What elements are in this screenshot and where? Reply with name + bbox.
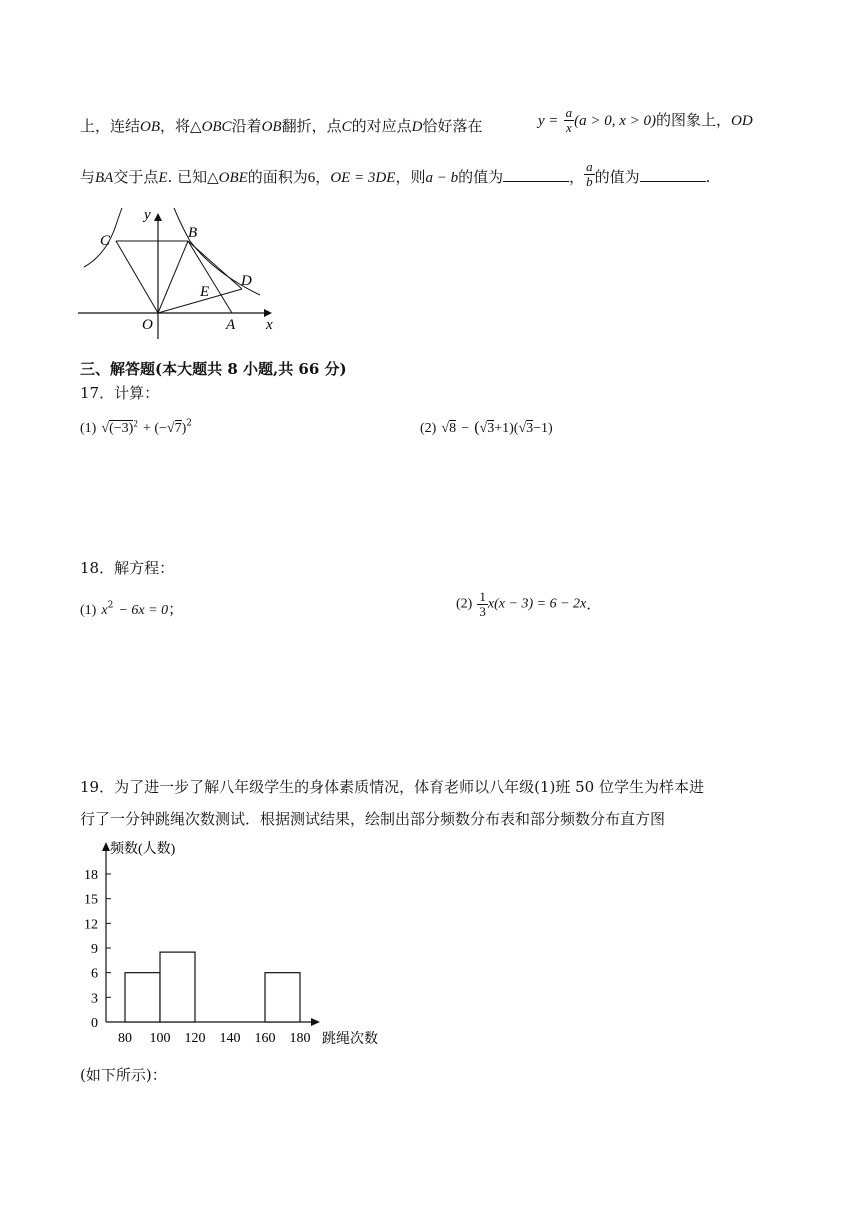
label-D: D [241,273,252,289]
histogram-chart [76,836,406,1052]
fraction-one-third: $\frac{1}{3}$ [479,589,486,619]
x-tick-label: 120 [184,1031,206,1046]
x-axis-label: 跳绳次数 [322,1032,378,1047]
segment-BD [188,241,242,289]
label-O: O [142,317,153,333]
geometry-figure [74,205,284,345]
q17-part2: (2) √8 − (√3+1)(√3−1) [420,419,553,436]
x-axis-arrow [311,1018,320,1026]
fraction-a-over-b: $\frac{a}{b}$ [586,158,593,189]
y-tick-label: 12 [84,917,98,933]
answer-blank-2[interactable] [640,167,706,182]
y-tick-label: 0 [91,1016,98,1031]
y-tick-label: 6 [91,966,98,982]
label-y: y [144,207,151,223]
q18-part1: (1) $x^2 - 6x = 0$； [80,600,184,618]
segment-CO [116,241,158,313]
fraction-a-over-x: $\frac{a}{x}$ [565,105,573,135]
label-x: x [266,317,273,333]
q16-line2: 与BA交于点E. 已知△OBE的面积为6，OE = 3DE，则a − b的值为 ， $\frac{a}{b}$ 的值为 . [80,158,711,189]
answer-blank-1[interactable] [503,167,569,182]
histogram-bar [125,973,160,1022]
segment-BO [158,241,188,313]
y-tick-label: 9 [91,942,98,957]
y-tick-label: 18 [84,868,98,883]
histogram-bar [265,973,300,1022]
x-tick-label: 180 [289,1031,311,1046]
label-E: E [200,284,210,300]
q18-heading: 18．解方程： [80,559,175,577]
q16-line1: 上，连结OB，将△OBC沿着OB翻折，点C的对应点D恰好落在 [80,117,483,135]
q19-line1: 19．为了进一步了解八年级学生的身体素质情况，体育老师以八年级(1)班 50 位学生为样本进 [80,778,704,796]
section-title: 三、解答题(本大题共 8 小题,共 66 分) [80,360,347,378]
y-axis-arrow [154,213,162,221]
y-axis-label: 频数(人数) [110,842,176,857]
q16-function: y = $\frac{a}{x}$ (a > 0, x > 0)的图象上，OD [538,105,753,135]
q17-heading: 17．计算： [80,384,160,402]
label-C: C [100,233,111,249]
x-tick-label: 160 [254,1031,276,1046]
label-B: B [188,225,198,241]
histogram-bar [160,952,195,1022]
q19-line2: 行了一分钟跳绳次数测试．根据测试结果，绘制出部分频数分布表和部分频数分布直方图 [80,810,666,828]
label-A: A [226,317,236,333]
x-axis-arrow [264,309,272,317]
y-tick-label: 3 [91,991,98,1007]
x-tick-label: 80 [118,1031,132,1046]
y-tick-label: 15 [84,892,98,908]
y-axis-arrow [102,842,110,851]
x-tick-label: 140 [219,1031,241,1046]
q18-part2: (2) $\frac{1}{3}$ x(x − 3) = 6 − 2x. [456,589,592,619]
q19-after: (如下所示)： [80,1066,167,1084]
x-tick-label: 100 [149,1031,171,1046]
q17-part1: (1) $√(-3)^2 + (-√7)^2$ [80,418,192,436]
